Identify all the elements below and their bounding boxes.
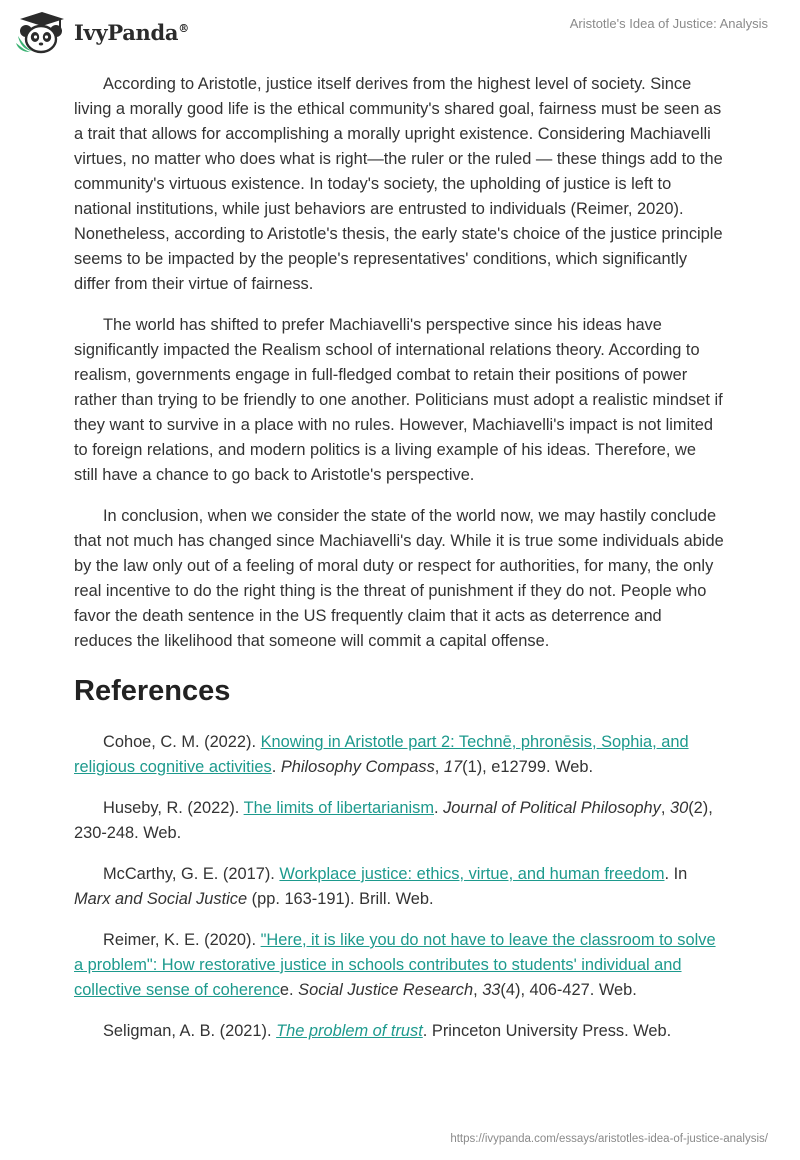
reference-link[interactable]: Knowing in Aristotle part 2: Technē, phronēsis, Sophia, and religious cognitive activities xyxy=(74,733,689,776)
reference-item: Seligman, A. B. (2021). The problem of trust. Princeton University Press. Web. xyxy=(103,1022,672,1040)
reference-link[interactable]: "Here, it is like you do not have to leave the classroom to solve a problem": How restorative justice in schools contributes to students' individual and collective sense of coherenc xyxy=(74,931,716,999)
reference-link[interactable]: The limits of libertarianism xyxy=(243,799,434,817)
essay-content xyxy=(74,72,724,1060)
source-url: https://ivypanda.com/essays/aristotles-idea-of-justice-analysis/ xyxy=(450,1133,768,1145)
reference-item: Huseby, R. (2022). The limits of libertarianism. Journal of Political Philosophy, 30(2), 230-248. Web. xyxy=(74,799,713,842)
reference-item: Reimer, K. E. (2020). "Here, it is like you do not have to leave the classroom to solve a problem": How restorative justice in schools contributes to students' individual and collective sense of coherence. Social Justice Research, 33(4), 406-427. Web. xyxy=(74,931,716,999)
reference-link[interactable]: The problem of trust xyxy=(276,1022,423,1040)
ivypanda-logo[interactable] xyxy=(14,10,189,54)
reference-link[interactable]: Workplace justice: ethics, virtue, and human freedom xyxy=(279,865,665,883)
reference-item: Cohoe, C. M. (2022). Knowing in Aristotle part 2: Technē, phronēsis, Sophia, and religious cognitive activities. Philosophy Compass, 17(1), e12799. Web. xyxy=(74,733,689,776)
page-header xyxy=(0,0,800,60)
document-title: Aristotle's Idea of Justice: Analysis xyxy=(569,16,768,31)
body-paragraph: According to Aristotle, justice itself derives from the highest level of society. Since living a morally good life is the ethical community's shared goal, fairness must be seen as a trait that allows for accomplishing a morally upright existence. Considering Machiavelli virtues, no matter who does what is right—the ruler or the ruled — these things add to the community's virtuous existence. In today's society, the upholding of justice is left to national institutions, while just behaviors are entrusted to individuals (Reimer, 2020). Nonetheless, according to Aristotle's thesis, the early state's choice of the justice principle seems to be impacted by the people's representatives' conditions, which significantly differ from their virtue of fairness. xyxy=(74,75,723,293)
references-heading: References xyxy=(74,675,231,707)
body-paragraph: In conclusion, when we consider the state of the world now, we may hastily conclude that not much has changed since Machiavelli's day. While it is true some individuals abide by the law only out of a feeling of moral duty or respect for authorities, for many, the only real incentive to do the right thing is the threat of punishment if they do not. People who favor the death sentence in the US frequently claim that it acts as deterrence and reduces the likelihood that someone will commit a capital offense. xyxy=(74,507,724,650)
reference-item: McCarthy, G. E. (2017). Workplace justice: ethics, virtue, and human freedom. In Marx and Social Justice (pp. 163-191). Brill. Web. xyxy=(74,865,688,908)
body-paragraph: The world has shifted to prefer Machiavelli's perspective since his ideas have significantly impacted the Realism school of international relations theory. According to realism, governments engage in full-fledged combat to retain their positions of power rather than trying to be friendly to one another. Politicians must adopt a realistic mindset if they want to survive in a place with no rules. However, Machiavelli's impact is not limited to foreign relations, and modern politics is a living example of his ideas. Therefore, we still have a chance to go back to Aristotle's perspective. xyxy=(74,316,723,484)
logo-wordmark: IvyPanda® xyxy=(74,19,189,45)
panda-graduate-icon xyxy=(14,10,66,54)
